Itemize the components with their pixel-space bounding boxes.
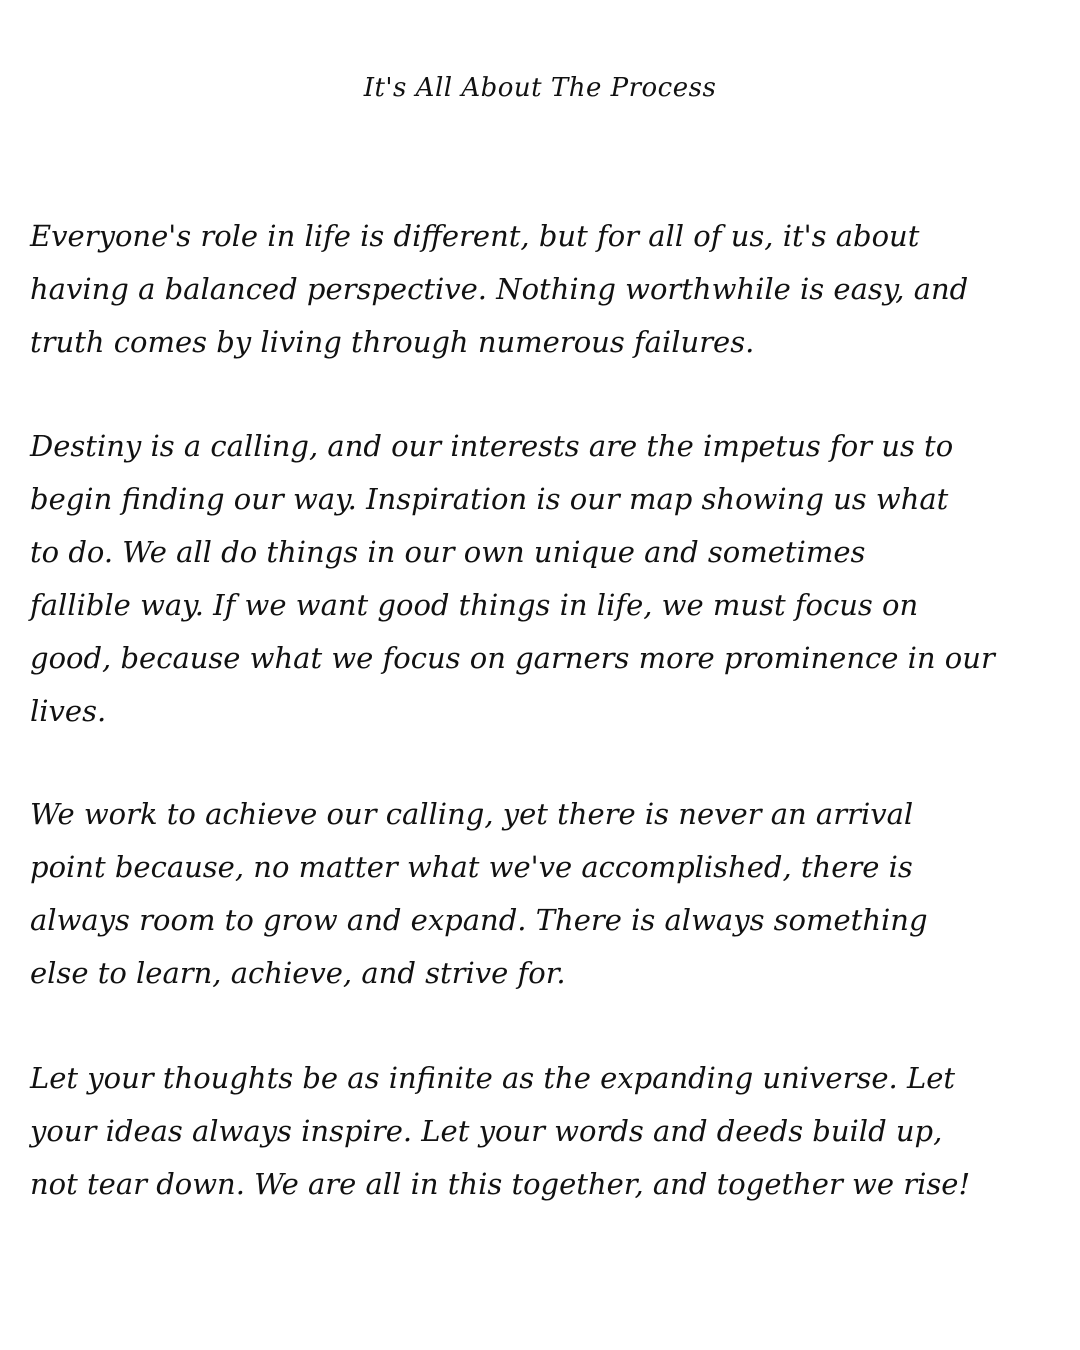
paragraph-3: [30, 788, 1060, 1000]
paragraph-line: your ideas always inspire. Let your words and deeds build up,: [30, 1114, 943, 1148]
document-title: It's All About The Process: [363, 73, 717, 103]
paragraph-line: fallible way. If we want good things in life, we must focus on: [30, 588, 919, 622]
paragraph-line: lives.: [30, 694, 107, 728]
paragraph-line: Destiny is a calling, and our interests are the impetus for us to: [30, 429, 954, 463]
paragraph-line: begin finding our way. Inspiration is our map showing us what: [30, 482, 949, 516]
paragraph-line: Everyone's role in life is different, but for all of us, it's about: [30, 219, 920, 253]
paragraph-4: [30, 1052, 1060, 1211]
paragraph-1: [30, 210, 1060, 369]
paragraph-line: point because, no matter what we've accomplished, there is: [30, 850, 913, 884]
paragraph-line: always room to grow and expand. There is always something: [30, 903, 928, 937]
paragraph-line: having a balanced perspective. Nothing worthwhile is easy, and: [30, 272, 969, 306]
paragraph-line: We work to achieve our calling, yet there is never an arrival: [30, 797, 914, 831]
paragraph-line: Let your thoughts be as infinite as the expanding universe. Let: [30, 1061, 956, 1095]
paragraph-line: truth comes by living through numerous failures.: [30, 325, 755, 359]
paragraph-2: [30, 420, 1060, 738]
paragraph-line: else to learn, achieve, and strive for.: [30, 956, 566, 990]
paragraph-line: not tear down. We are all in this together, and together we rise!: [30, 1167, 971, 1201]
paragraph-line: to do. We all do things in our own unique and sometimes: [30, 535, 866, 569]
paragraph-line: good, because what we focus on garners more prominence in our: [30, 641, 995, 675]
